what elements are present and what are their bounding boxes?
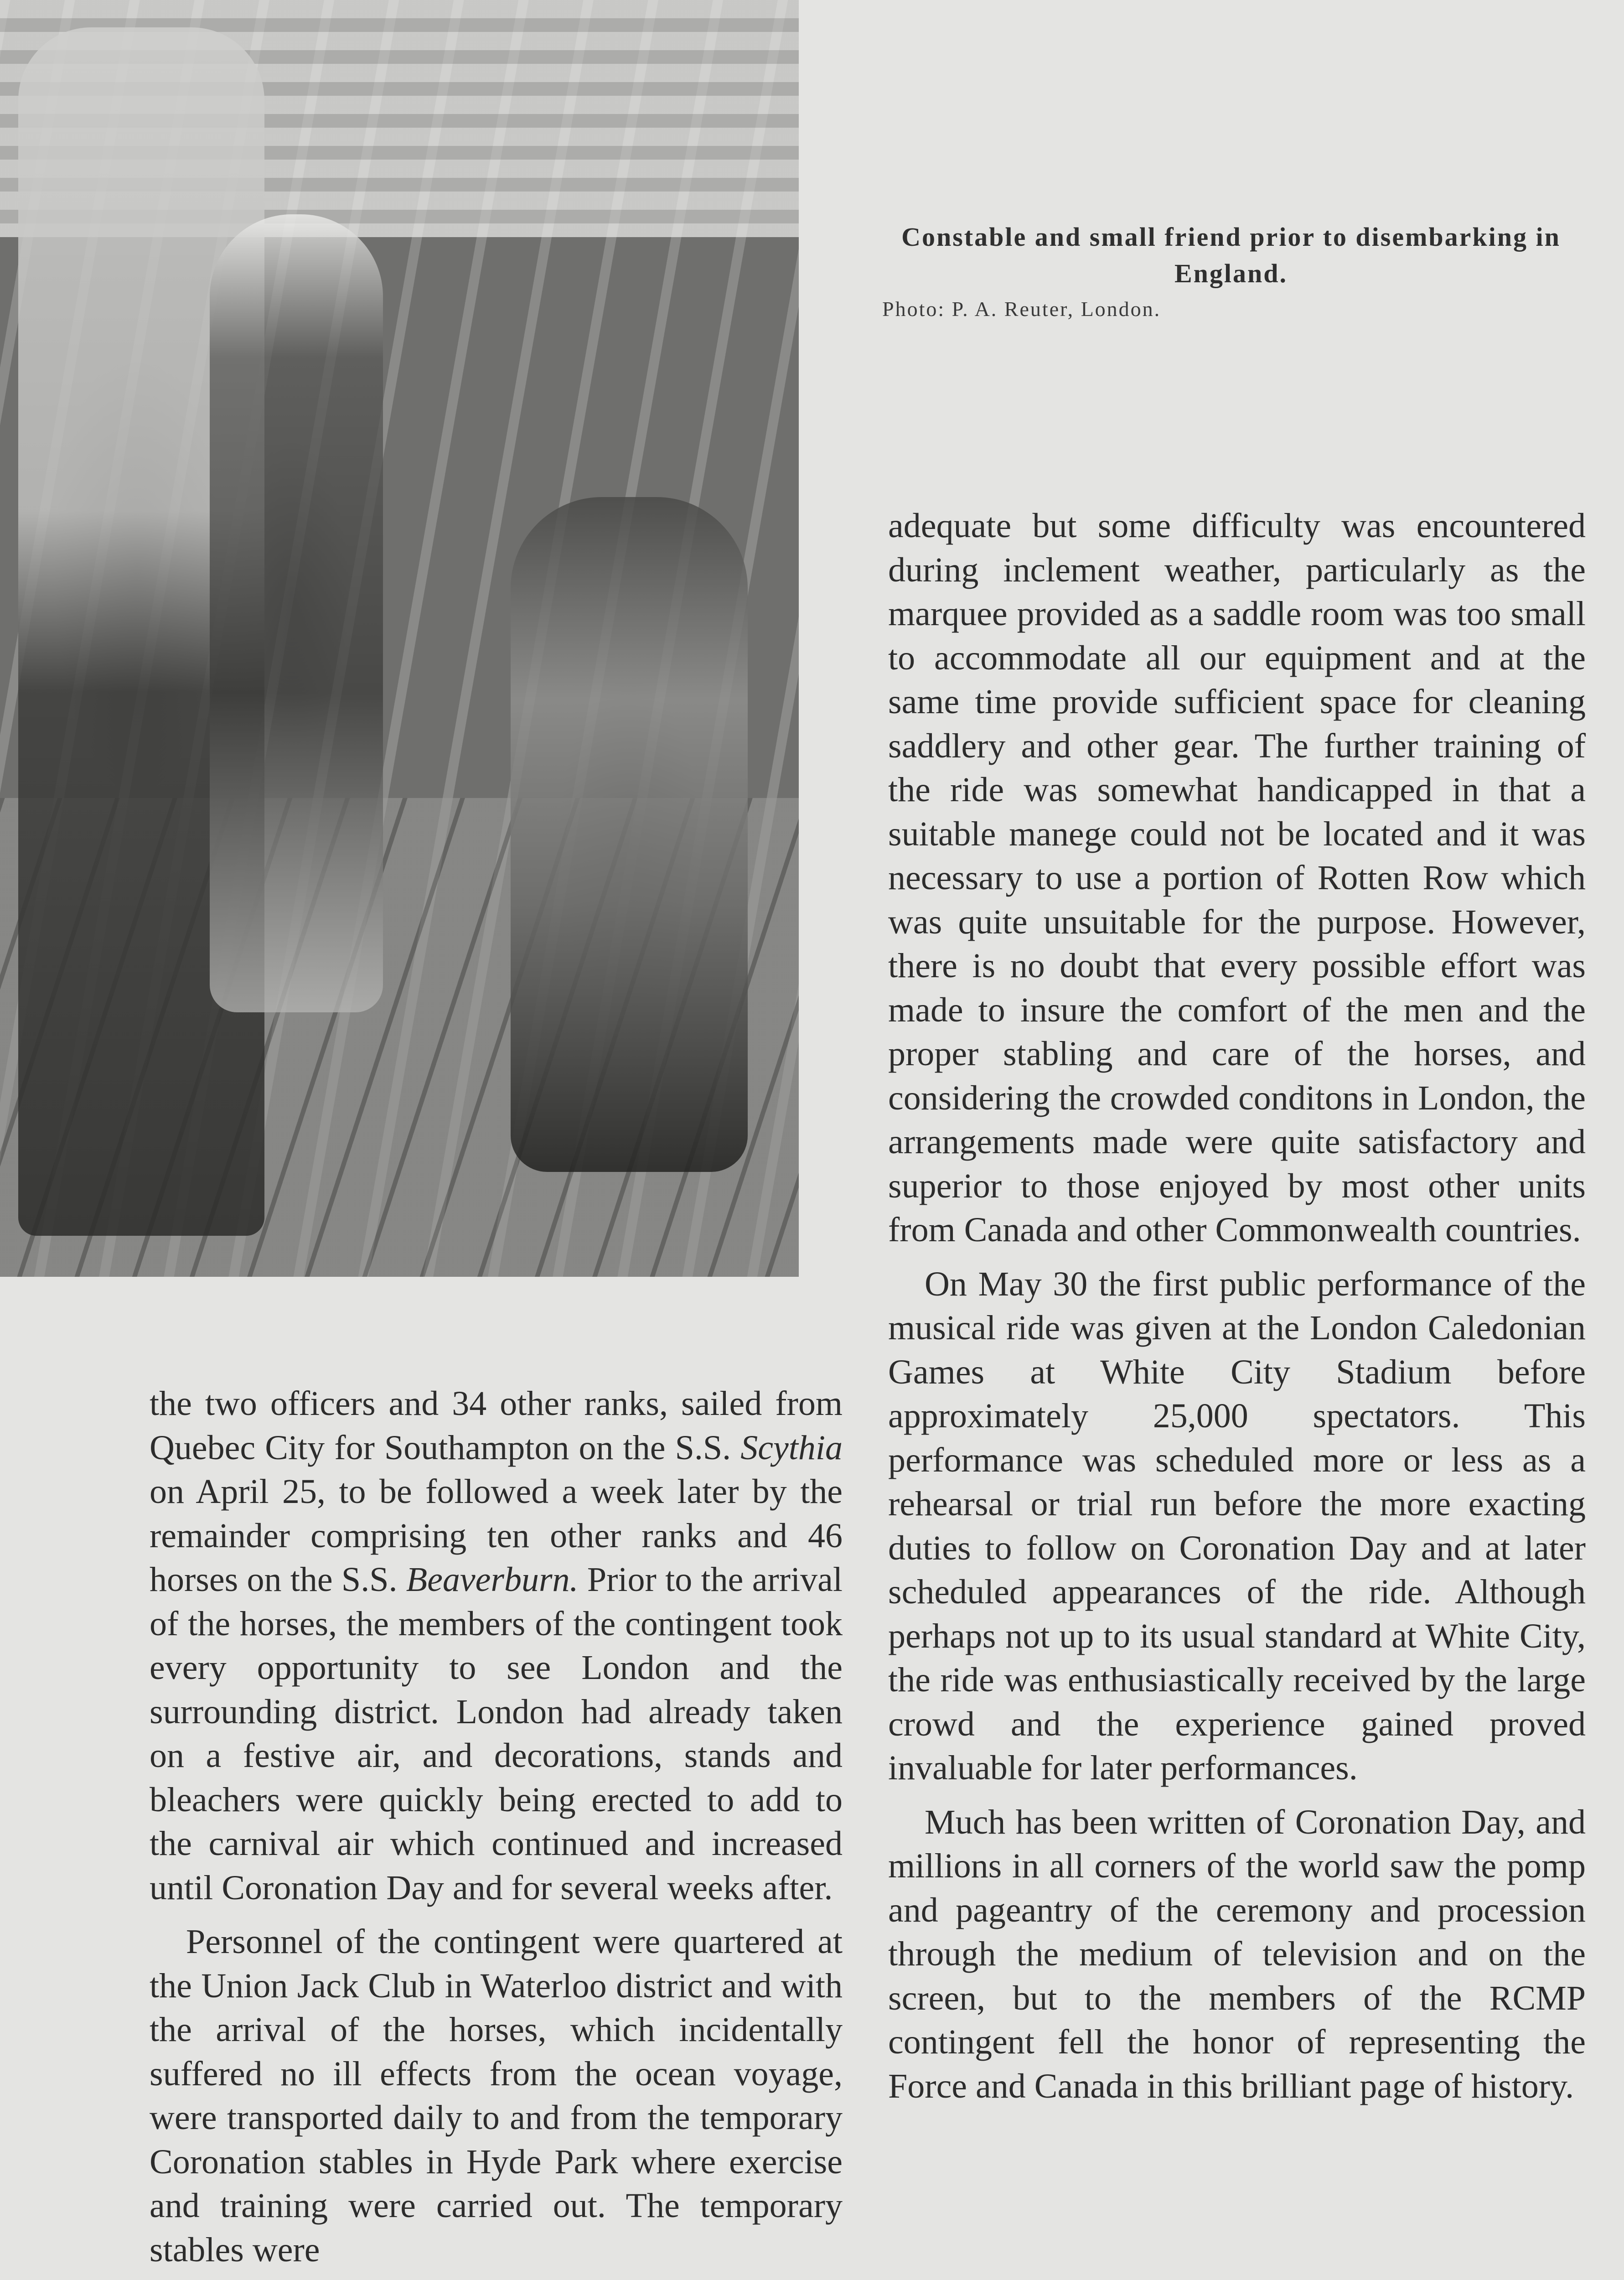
- right-paragraph-3: Much has been written of Coronation Day, and millions in all corners of the world saw the pomp and pageantry of the ceremony and procession through the medium of television and on the screen, but to the members of the RCMP contingent fell the honor of representing the Force and Canada in this brilliant page of history.: [888, 1803, 1586, 2105]
- left-column: [150, 1382, 843, 2272]
- ship-name-beaverburn: Beaverburn.: [406, 1560, 579, 1599]
- right-column: [888, 504, 1586, 2108]
- caption-credit: Photo: P. A. Reuter, London.: [882, 297, 1161, 321]
- photo-woman-figure: [210, 214, 383, 1012]
- ship-name-scythia: Scythia: [740, 1428, 843, 1467]
- photo-caption: [882, 219, 1580, 324]
- caption-title: Constable and small friend prior to disembarking in England.: [901, 222, 1561, 288]
- left-paragraph-2: Personnel of the contingent were quartered at the Union Jack Club in Waterloo district and with the arrival of the horses, which incidentally suffered no ill effects from the ocean voyage, were transported daily to and from the temporary Coronation stables in Hyde Park where exercise and training were carried out. The temporary stables were: [150, 1922, 843, 2269]
- left-p1-text-c: Prior to the arrival of the horses, the members of the contingent took every opportunity to see London and the surrounding district. London had already taken on a festive air, and decorations, stands and bleachers were quickly being erected to add to the carnival air which continued and increased until Coronation Day and for several weeks after.: [150, 1560, 843, 1907]
- right-paragraph-1: adequate but some difficulty was encountered during inclement weather, particularly as the marquee provided as a saddle room was too small to accommodate all our equipment and at the same time provide sufficient space for cleaning saddlery and other gear. The further training of the ride was somewhat handicapped in that a suitable manege could not be located and it was necessary to use a portion of Rotten Row which was quite unsuitable for the purpose. However, there is no doubt that every possible effort was made to insure the comfort of the men and the proper stabling and care of the horses, and considering the crowded conditons in London, the arrangements made were quite satisfactory and superior to those enjoyed by most other units from Canada and other Commonwealth countries.: [888, 507, 1586, 1249]
- photo-constable-and-child: [0, 0, 799, 1277]
- left-paragraph-1: [150, 1382, 843, 1910]
- left-p1-text-a: the two officers and 34 other ranks, sailed from Quebec City for Southampton on the S.S.: [150, 1384, 843, 1467]
- photo-child-figure: [511, 497, 748, 1172]
- left-p1-text-b: on April 25, to be followed a week later by the remainder comprising ten other ranks and 46 horses on the S.S.: [150, 1472, 843, 1599]
- right-paragraph-2: On May 30 the first public performance of the musical ride was given at the London Caledonian Games at White City Stadium before approximately 25,000 spectators. This performance was scheduled more or less as a rehearsal or trial run before the more exacting duties to follow on Coronation Day and at later scheduled appearances of the ride. Although perhaps not up to its usual standard at White City, the ride was enthusiastically received by the large crowd and the experience gained proved invaluable for later performances.: [888, 1264, 1586, 1787]
